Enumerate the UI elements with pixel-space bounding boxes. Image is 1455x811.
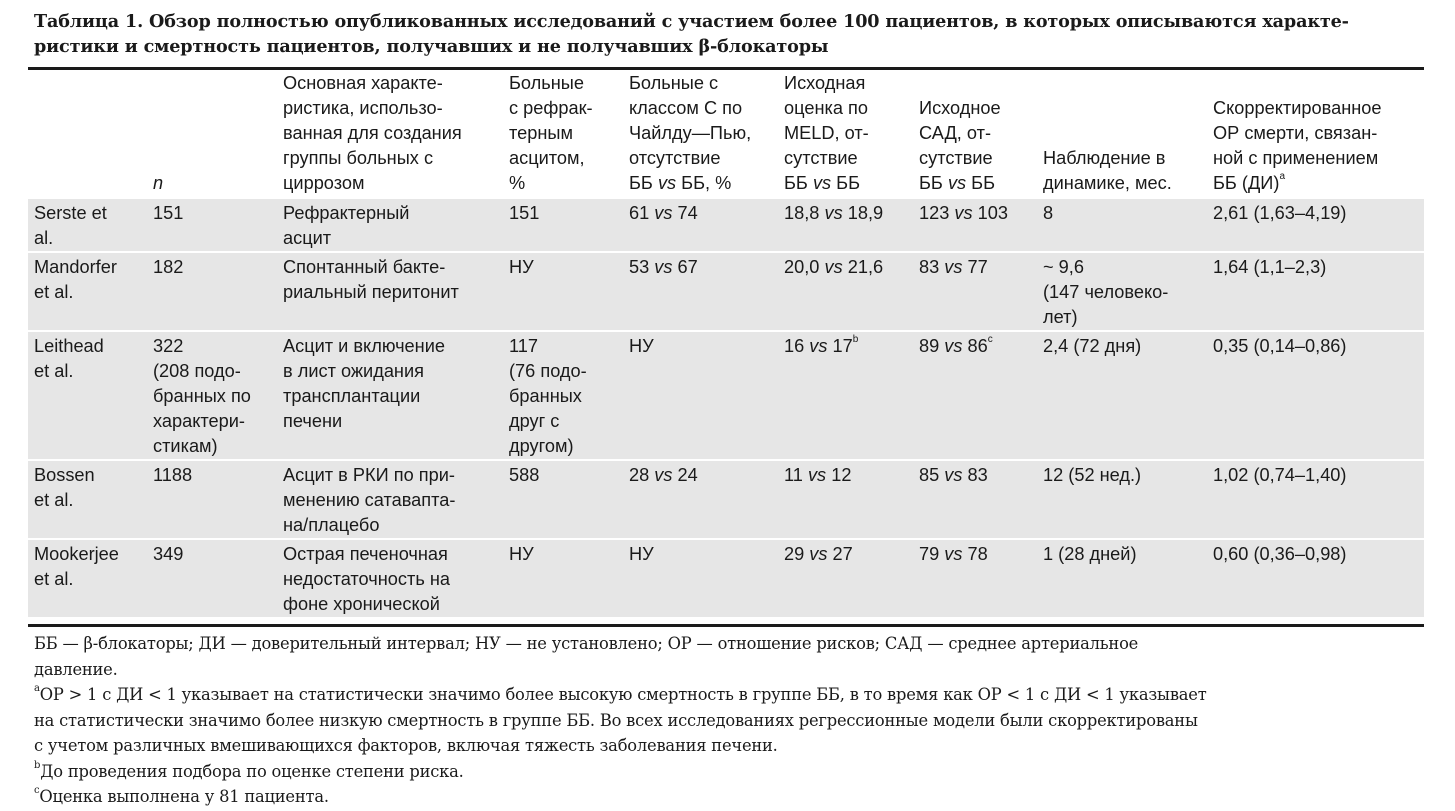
cell-meld-a: 18,8 [784,203,820,223]
cell-refractory-ascites: НУ [503,252,623,331]
cell-map-b: 83 [967,465,988,485]
cell-meld-b: 17 [832,336,853,356]
cell-study: Leithead et al. [28,331,147,460]
cell-meld [778,252,913,331]
header-adjusted-hr [1207,70,1424,199]
table-footnotes [34,631,1429,810]
cell-n: 151 [147,199,277,252]
studies-table [28,70,1424,617]
cell-meld-vs: vs [824,203,843,223]
cell-map-b: 77 [967,257,988,277]
table-row [28,460,1424,539]
cell-map-b: 78 [967,544,988,564]
footnote-a [34,682,1429,759]
cell-n: 1188 [147,460,277,539]
cell-meld-b: 18,9 [847,203,884,223]
header-meld-text: Исходная оценка по MELD, от- сутствие ББ [784,73,869,193]
header-feature: Основная характе- ристика, использо- ванная для создания группы больных с циррозом [283,73,462,193]
cell-meld [778,539,913,617]
cell-map-vs: vs [944,257,963,277]
cell-meld-b: 12 [831,465,852,485]
cell-child-pugh-c-a: 53 [629,257,650,277]
cell-meld-vs: vs [809,544,828,564]
table-title: Таблица 1. Обзор полностью опубликованных исследований с участием более 100 пациентов, в которых описываются характе- ристики и смертность пациентов, получавших и не получавших β-блокаторы [34,11,1349,57]
cell-child-pugh-c-a: 61 [629,203,650,223]
footnote-b-text: До проведения подбора по оценке степени риска. [40,761,464,781]
cell-adjusted-hr: 1,64 (1,1–2,3) [1207,252,1424,331]
footnote-c [34,784,1429,810]
header-meld [778,70,913,199]
cell-refractory-ascites: НУ [503,539,623,617]
header-hr-text: Скорректированное ОР смерти, связан- ной с применением ББ (ДИ) [1213,98,1382,193]
cell-meld-vs: vs [809,336,828,356]
cell-map-a: 123 [919,203,950,223]
cell-meld-vs: vs [807,465,827,485]
cell-child-pugh-c-vs: vs [654,203,673,223]
cell-map-vs: vs [944,336,963,356]
header-child-pugh-c [623,70,778,199]
header-map-tail: ББ [966,173,996,193]
cell-refractory-ascites: 588 [503,460,623,539]
cell-map-a: 89 [919,336,940,356]
table-row [28,252,1424,331]
footnote-abbreviations: ББ — β-блокаторы; ДИ — доверительный интервал; НУ — не установлено; ОР — отношение рисков; САД — среднее артериальное давление. [34,634,1139,679]
cell-study: Mandorfer et al. [28,252,147,331]
cell-n: 182 [147,252,277,331]
cell-map [913,199,1037,252]
footnote-b-mark: b [34,759,41,771]
cell-child-pugh-c [623,460,778,539]
table-bottom-rule [28,624,1424,627]
cell-followup: 8 [1037,199,1207,252]
cell-child-pugh-c-a: 28 [629,465,650,485]
cell-map-vs: vs [954,203,973,223]
header-meld-tail: ББ [831,173,861,193]
header-child-tail: ББ, % [676,173,732,193]
footnote-mark-a: a [1279,171,1285,182]
cell-child-pugh-c [623,252,778,331]
cell-child-pugh-c [623,199,778,252]
cell-study: Mookerjee et al. [28,539,147,617]
footnote-c-text: Оценка выполнена у 81 пациента. [39,787,329,806]
footnote-a-mark: a [34,683,40,694]
header-map [913,70,1037,199]
cell-map-b: 86 [967,336,988,356]
cell-followup: 12 (52 нед.) [1037,460,1207,539]
cell-adjusted-hr: 1,02 (0,74–1,40) [1207,460,1424,539]
cell-n: 322 (208 подо- бранных по характери- стикам) [147,331,277,460]
cell-feature: Спонтанный бакте- риальный перитонит [277,252,503,331]
cell-feature: Рефрактерный асцит [277,199,503,252]
cell-adjusted-hr: 0,60 (0,36–0,98) [1207,539,1424,617]
cell-meld-a: 16 [784,336,805,356]
cell-child-pugh-c-b: 67 [677,257,698,277]
cell-meld-footnote-mark: b [852,334,859,345]
footnote-a-text: ОР > 1 с ДИ < 1 указывает на статистически значимо более высокую смертность в группе ББ, в то время как ОР < 1 с ДИ < 1 указывает на статистически значимо более низкую смертность в группе ББ. Во всех исследованиях регрессионные модели были скорректированы с учетом различных вмешивающихся факторов, включая тяжесть заболевания печени. [34,685,1207,755]
cell-map-a: 85 [919,465,940,485]
cell-meld-a: 20,0 [784,257,820,277]
table-row [28,331,1424,460]
cell-map-a: 83 [919,257,940,277]
cell-followup: 2,4 (72 дня) [1037,331,1207,460]
cell-study: Serste et al. [28,199,147,252]
cell-child-pugh-c-vs: vs [654,465,673,485]
header-meld-vs: vs [812,173,832,193]
cell-meld-vs: vs [824,257,843,277]
cell-feature: Асцит в РКИ по при- менению сатавапта- на/плацебо [277,460,503,539]
footnote-c-mark: c [34,785,40,796]
header-refractory-ascites: Больные с рефрак- терным асцитом, % [509,73,593,193]
table-header-row [28,70,1424,199]
cell-refractory-ascites: 117 (76 подо- бранных друг с другом) [503,331,623,460]
header-followup: Наблюдение в динамике, мес. [1043,148,1172,193]
cell-map-vs: vs [944,544,963,564]
cell-feature: Асцит и включение в лист ожидания трансплантации печени [277,331,503,460]
cell-child-pugh-c-b: 74 [677,203,698,223]
header-map-vs: vs [947,173,967,193]
table-body [28,199,1424,617]
header-n: n [153,173,164,193]
cell-meld-a: 29 [784,544,805,564]
cell-study: Bossen et al. [28,460,147,539]
cell-map-vs: vs [944,465,963,485]
cell-child-pugh-c-vs: vs [654,257,673,277]
cell-followup: 1 (28 дней) [1037,539,1207,617]
cell-map-footnote-mark: c [987,334,993,345]
cell-map [913,252,1037,331]
header-study [28,70,147,199]
cell-map-b: 103 [977,203,1009,223]
cell-meld [778,199,913,252]
cell-n: 349 [147,539,277,617]
header-child-vs: vs [657,173,677,193]
cell-child-pugh-c-b: 24 [677,465,698,485]
cell-adjusted-hr: 0,35 (0,14–0,86) [1207,331,1424,460]
cell-meld-b: 21,6 [847,257,884,277]
cell-map-a: 79 [919,544,940,564]
cell-map [913,460,1037,539]
table-row [28,539,1424,617]
cell-map [913,331,1037,460]
header-map-text: Исходное САД, от- сутствие ББ [919,98,1001,193]
cell-refractory-ascites: 151 [503,199,623,252]
cell-meld-b: 27 [832,544,853,564]
cell-map [913,539,1037,617]
cell-meld-a: 11 [784,465,803,485]
cell-adjusted-hr: 2,61 (1,63–4,19) [1207,199,1424,252]
cell-meld [778,460,913,539]
cell-followup: ~ 9,6 (147 человеко- лет) [1037,252,1207,331]
footnote-b [34,759,1429,785]
table-row [28,199,1424,252]
cell-child-pugh-c: НУ [623,331,778,460]
cell-meld [778,331,913,460]
header-child-text: Больные с классом С по Чайлду—Пью, отсутствие ББ [629,73,752,193]
cell-child-pugh-c: НУ [623,539,778,617]
cell-feature: Острая печеночная недостаточность на фоне хронической [277,539,503,617]
